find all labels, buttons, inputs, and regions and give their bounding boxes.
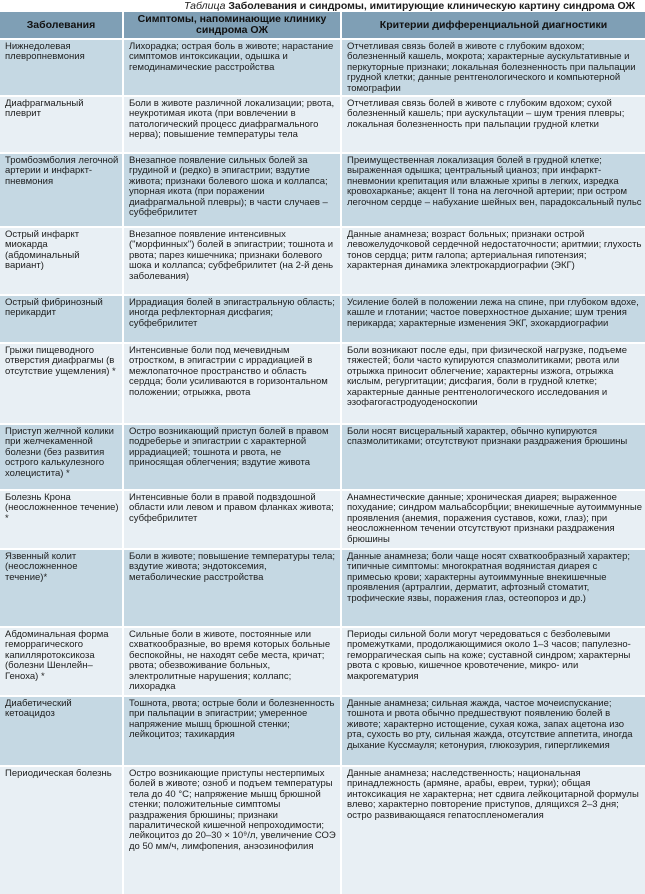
disease-cell <box>0 343 123 424</box>
symptoms-text: Остро возникающий приступ болей в правом подреберье и эпигастрии с характерной иррадиацией; тошнота и рвота, не приносящая облегчения; вздутие живота <box>129 427 329 469</box>
table-caption <box>184 0 635 12</box>
criteria-text: Данные анамнеза; возраст больных; признаки острой левожелудочковой сердечной недостаточности; аритмии; глухость тонов сердца; ритм галопа; артериальная гипотензия; характерная динамика электрокардиографии (ЭКГ) <box>347 230 642 272</box>
criteria-text: Отчетливая связь болей в животе с глубоким вдохом; болезненный кашель, мокрота; характерные аускультативные и перкуторные признаки; локальная болезненность при пальпации грудной клетки; данные рентгенологического и компьютерной томографии <box>347 42 636 94</box>
criteria-cell <box>341 295 645 343</box>
disease-cell <box>0 227 123 295</box>
symptoms-cell <box>123 490 341 549</box>
symptoms-cell <box>123 766 341 894</box>
symptoms-cell <box>123 295 341 343</box>
header-symptoms: Симптомы, напоминающие клинику синдрома ОЖ <box>123 12 341 39</box>
table-row <box>0 227 645 295</box>
symptoms-text: Боли в животе различной локализации; рвота, неукротимая икота (при вовлечении в патологический процесс диафрагмального нерва); повышение температуры тела <box>129 99 335 141</box>
symptoms-cell <box>123 153 341 227</box>
symptoms-cell <box>123 227 341 295</box>
symptoms-cell <box>123 39 341 96</box>
criteria-text: Периоды сильной боли могут чередоваться с безболевыми промежутками, продолжающимися около 1–3 часов; папулезно-геморрагическая сыпь на коже; суставной синдром; характерны рвота с кровью, кишечное кровотечение, микро- или макрогематурия <box>347 630 631 682</box>
disease-text: Тромбоэмболия легочной артерии и инфаркт-пневмония <box>5 156 119 187</box>
criteria-cell <box>341 39 645 96</box>
symptoms-cell <box>123 696 341 766</box>
criteria-text: Усиление болей в положении лежа на спине, при глубоком вдохе, кашле и глотании; частое поверхностное дыхание; шум трения перикарда; характерные изменения ЭКГ, эхокардиографии <box>347 298 639 329</box>
table-row <box>0 39 645 96</box>
criteria-cell <box>341 343 645 424</box>
criteria-cell <box>341 227 645 295</box>
symptoms-cell <box>123 424 341 490</box>
disease-cell <box>0 424 123 490</box>
table-row <box>0 424 645 490</box>
symptoms-text: Остро возникающие приступы нестерпимых болей в животе; озноб и подъем температуры тела до 40 °С; напряжение мышц брюшной стенки; положительные симптомы раздражения брюшины; признаки паралитической кишечной непроходимости; лейкоцитоз до 20–30 × 10⁹/л, увеличение СОЭ до 50 мм/ч, лимфопения, анэозинофилия <box>129 769 336 852</box>
header-row <box>0 12 645 39</box>
criteria-text: Боли возникают после еды, при физической нагрузке, подъеме тяжестей; боли часто купируются спазмолитиками; рвота или отрыжка приносит облегчение; характерны изжога, отрыжка кислым, регургитации; дисфагия, боли в грудной клетке; характерные данные рентгенологического исследования и эзофагогастродуоденоскопии <box>347 346 628 409</box>
disease-cell <box>0 696 123 766</box>
table-row <box>0 343 645 424</box>
symptoms-cell <box>123 627 341 696</box>
table-row <box>0 153 645 227</box>
symptoms-text: Внезапное появление интенсивных ("морфинных") болей в эпигастрии; тошнота и рвота; парез кишечника; признаки болевого шока и коллапса; субфебрилитет (на 2-й день заболевания) <box>129 230 334 282</box>
criteria-cell <box>341 549 645 627</box>
caption-tag: Таблица <box>183 0 226 12</box>
criteria-cell <box>341 766 645 894</box>
disease-cell <box>0 153 123 227</box>
differential-diagnosis-table <box>0 12 645 894</box>
criteria-text: Данные анамнеза; сильная жажда, частое мочеиспускание; тошнота и рвота обычно предшествуют появлению болей в животе; характерно истощение, сухая кожа, запах ацетона изо рта, сухость во рту, сильная жажда, отсутствие аппетита, иногда дыхание Куссмауля; кетонурия, глюкозурия, гипергликемия <box>347 699 633 751</box>
criteria-cell <box>341 96 645 153</box>
criteria-text: Данные анамнеза; боли чаще носят схваткообразный характер; типичные симптомы: многократная водянистая диарея с примесью крови; характерны аутоиммунные внекишечные проявления (артралгии, дерматит, афтозный стоматит, трофические язвы, поражения глаз, остеопороз и др.) <box>347 552 631 604</box>
header-diseases: Заболевания <box>0 12 123 39</box>
criteria-cell <box>341 627 645 696</box>
caption-title: Заболевания и синдромы, имитирующие клиническую картину синдрома ОЖ <box>228 0 635 12</box>
symptoms-text: Интенсивные боли под мечевидным отростком, в эпигастрии с иррадиацией в межлопаточное пространство и область сердца; боли усиливаются в горизонтальном положении; отрыжка, рвота <box>129 346 328 398</box>
disease-cell <box>0 39 123 96</box>
disease-cell <box>0 295 123 343</box>
disease-text: Острый фибринозный перикардит <box>5 298 103 319</box>
symptoms-text: Иррадиация болей в эпигастральную область; иногда рефлекторная дисфагия; субфебрилитет <box>129 298 335 329</box>
table-row <box>0 696 645 766</box>
criteria-text: Преимущественная локализация болей в грудной клетке; выраженная одышка; центральный цианоз; при инфаркт-пневмонии крепитация или влажные хрипы в легких, изредка кровохарканье; акцент II тона на легочной артерии; при остром легочном сердце – набухание шейных вен, парадоксальный пульс <box>347 156 642 208</box>
table-row <box>0 295 645 343</box>
disease-cell <box>0 96 123 153</box>
disease-text: Грыжи пищеводного отверстия диафрагмы (в отсутствие ущемления) * <box>5 346 116 377</box>
symptoms-cell <box>123 96 341 153</box>
criteria-cell <box>341 490 645 549</box>
disease-text: Абдоминальная форма геморрагического капилляротоксикоза (болезни Шенлейн–Геноха) * <box>5 630 109 682</box>
symptoms-text: Внезапное появление сильных болей за грудиной и (редко) в эпигастрии; вздутие живота; признаки болевого шока и коллапса; упорная икота (при поражении диафрагмальной плевры); в части случаев – субфебрилитет <box>129 156 328 219</box>
symptoms-text: Интенсивные боли в правой подвздошной области или левом и правом фланках живота; субфебрилитет <box>129 493 334 524</box>
disease-text: Болезнь Крона (неосложненное течение) * <box>5 493 119 524</box>
symptoms-cell <box>123 549 341 627</box>
criteria-text: Боли носят висцеральный характер, обычно купируются спазмолитиками; отсутствуют признаки раздражения брюшины <box>347 427 628 448</box>
symptoms-text: Лихорадка; острая боль в животе; нарастание симптомов интоксикации, одышка и гемодинамические расстройства <box>129 42 334 73</box>
disease-cell <box>0 549 123 627</box>
disease-text: Язвенный колит (неосложненное течение)* <box>5 552 78 583</box>
disease-text: Острый инфаркт миокарда (абдоминальный вариант) <box>5 230 80 272</box>
disease-text: Диафрагмальный плеврит <box>5 99 84 120</box>
disease-cell <box>0 766 123 894</box>
table-row <box>0 549 645 627</box>
disease-text: Приступ желчной колики при желчекаменной болезни (без развития острого калькулезного холецистита) * <box>5 427 114 479</box>
disease-text: Диабетический кетоацидоз <box>5 699 72 720</box>
table-row <box>0 766 645 894</box>
table-row <box>0 490 645 549</box>
header-criteria: Критерии дифференциальной диагностики <box>341 12 645 39</box>
criteria-cell <box>341 696 645 766</box>
symptoms-text: Тошнота, рвота; острые боли и болезненность при пальпации в эпигастрии; умеренное напряжение мышц брюшной стенки; лейкоцитоз; тахикардия <box>129 699 335 741</box>
disease-text: Периодическая болезнь <box>5 769 112 780</box>
symptoms-text: Сильные боли в животе, постоянные или схваткообразные, во время которых больные беспокойны, не находят себе места, кричат; рвота; обезвоживание больных, электролитные нарушения; коллапс; лихорадка <box>129 630 331 693</box>
criteria-cell <box>341 153 645 227</box>
disease-cell <box>0 490 123 549</box>
symptoms-cell <box>123 343 341 424</box>
criteria-text: Анамнестические данные; хроническая диарея; выраженное похудание; синдром мальабсорбции; внекишечные аутоиммунные проявления (анемия, поражения суставов, кожи, глаз); при неосложненном течении отсутствуют признаки раздражения брюшины <box>347 493 642 545</box>
disease-cell <box>0 627 123 696</box>
criteria-text: Данные анамнеза; наследственность; национальная принадлежность (армяне, арабы, евреи, турки); общая интоксикация не характерна; нет сдвига лейкоцитарной формулы влево; характерно повторение приступов, длящихся 2–3 дня; остро развивающаяся гепатоспленомегалия <box>347 769 639 821</box>
table-row <box>0 627 645 696</box>
criteria-text: Отчетливая связь болей в животе с глубоким вдохом; сухой болезненный кашель; при аускультации – шум трения плевры; локальная болезненность при пальпации грудной клетки <box>347 99 625 130</box>
symptoms-text: Боли в животе; повышение температуры тела; вздутие живота; эндотоксемия, метаболические расстройства <box>129 552 336 583</box>
table-row <box>0 96 645 153</box>
disease-text: Нижнедолевая плевропневмония <box>5 42 85 63</box>
criteria-cell <box>341 424 645 490</box>
